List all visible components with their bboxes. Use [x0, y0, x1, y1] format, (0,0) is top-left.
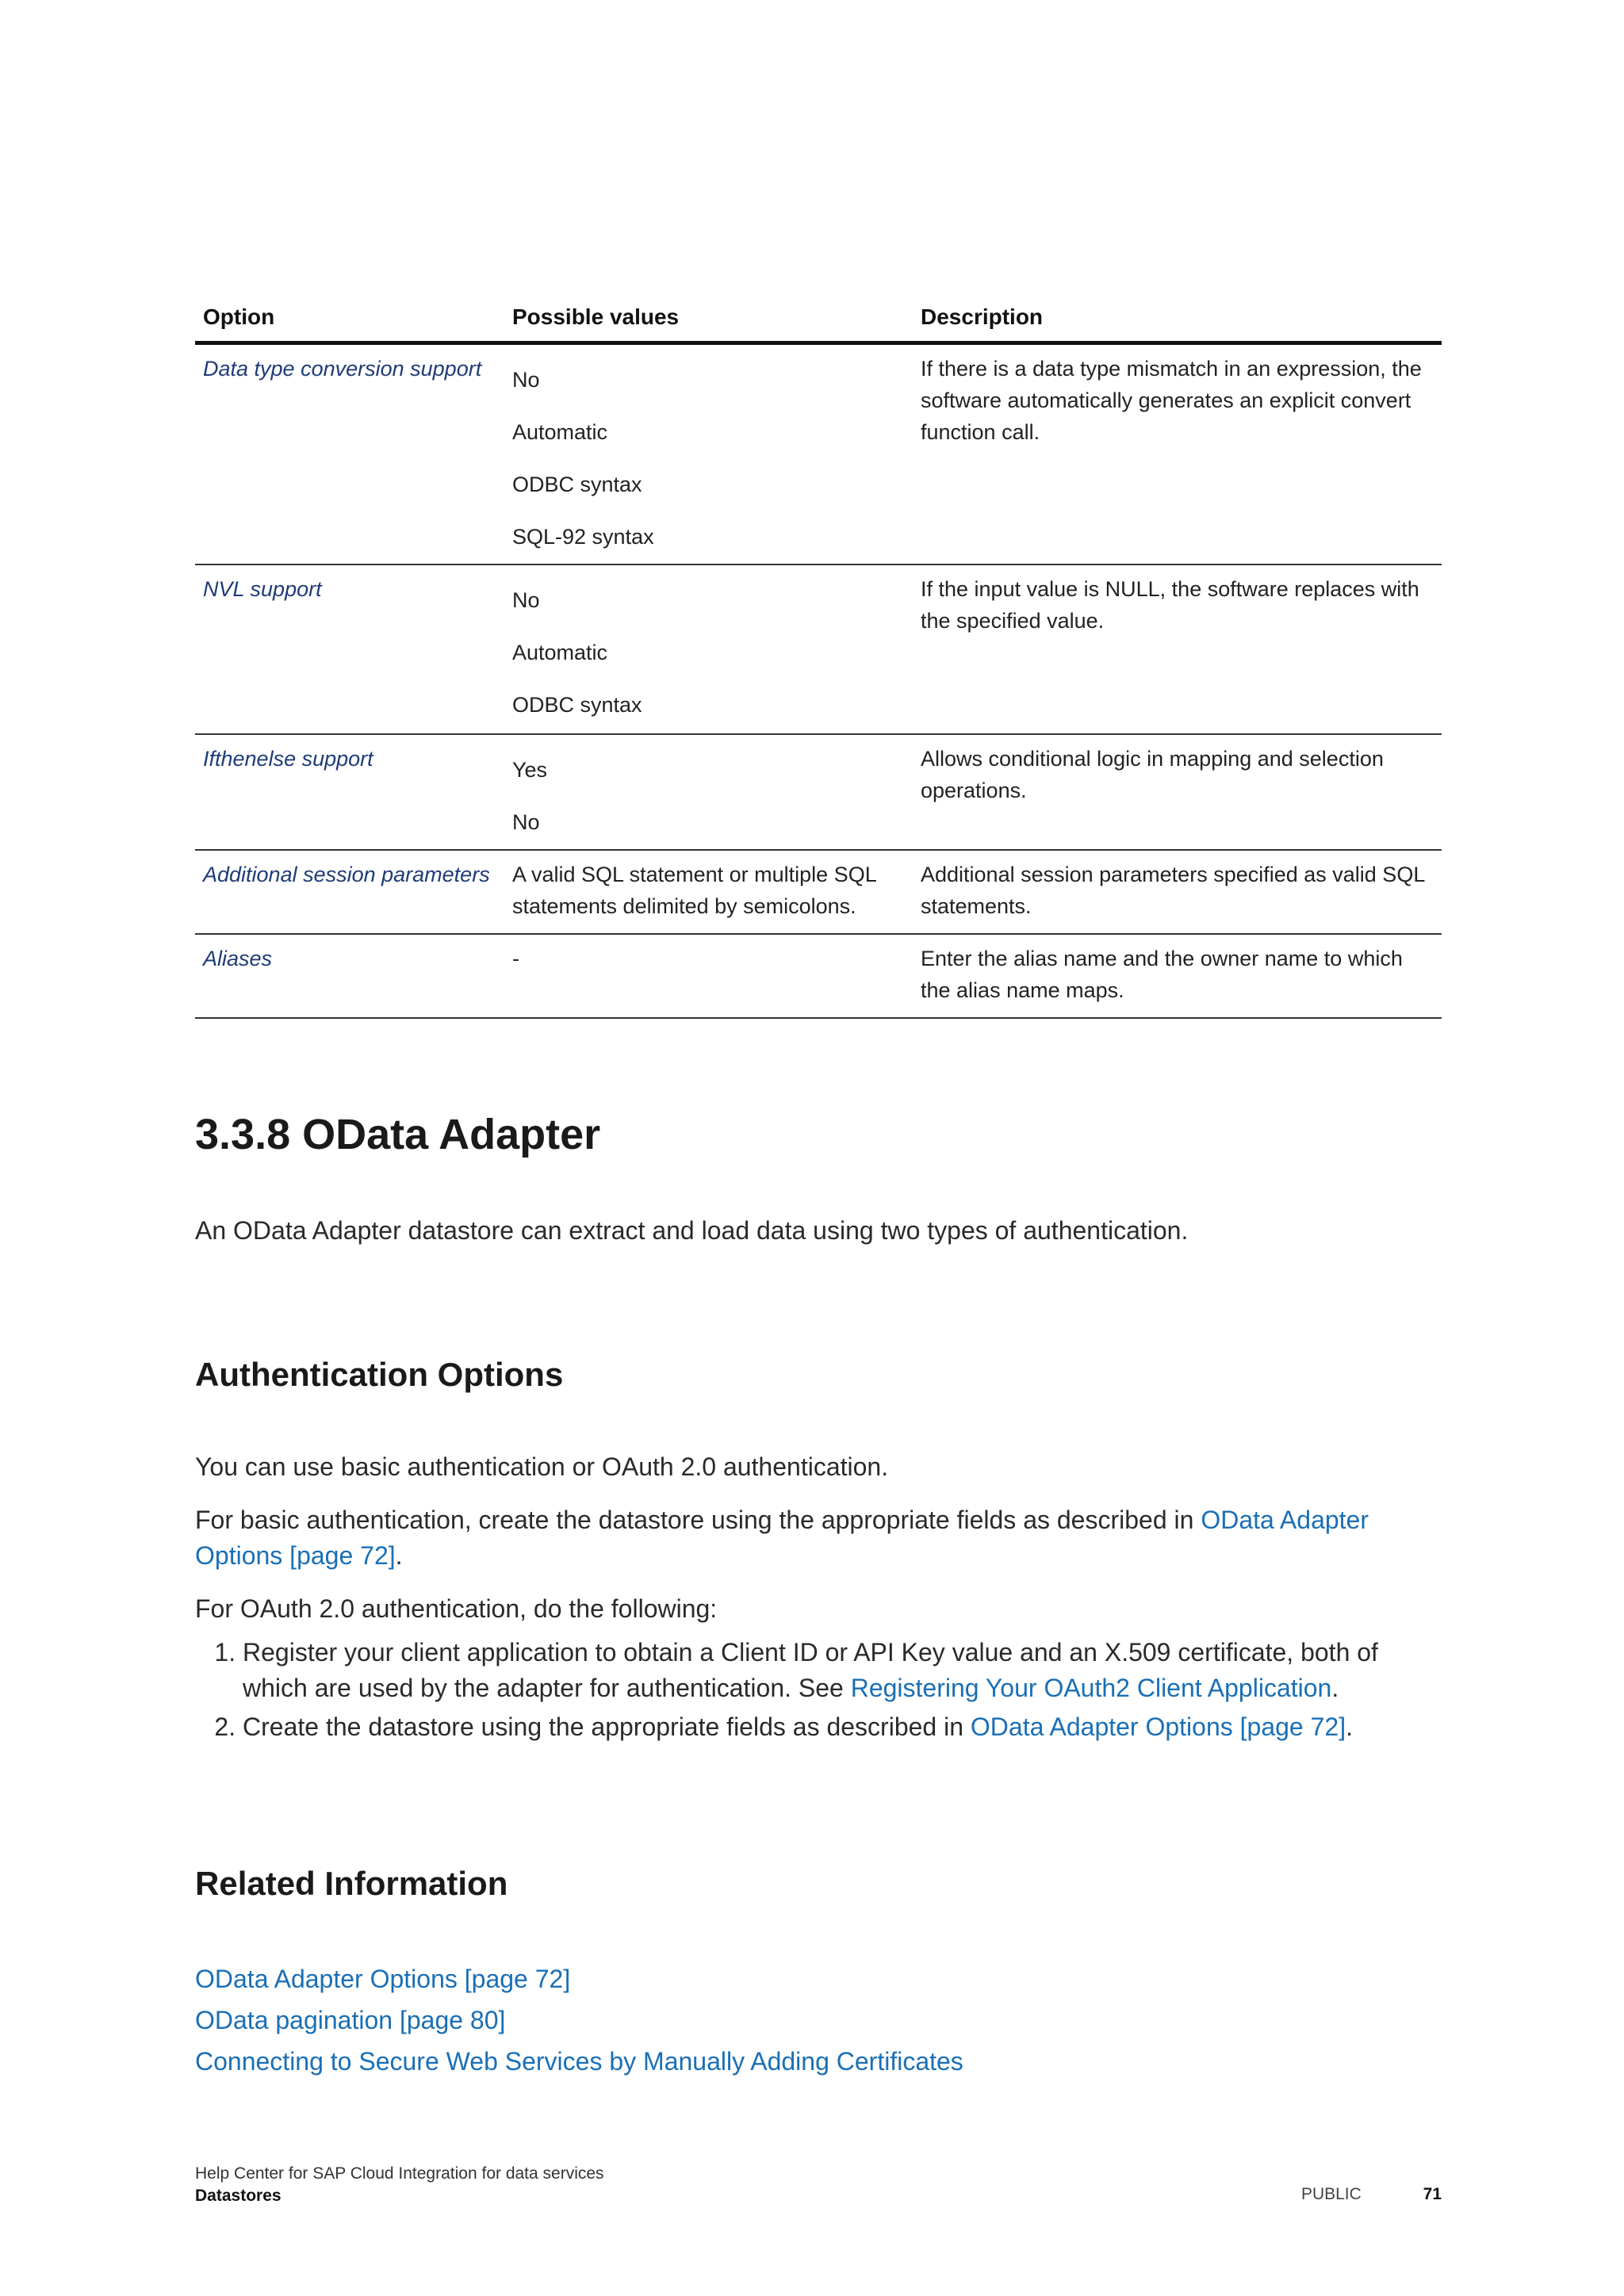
value-item: No — [512, 588, 540, 612]
description: Enter the alias name and the owner name to which the alias name maps. — [913, 934, 1442, 1018]
possible-values — [504, 850, 913, 934]
odata-adapter-options-link[interactable]: OData Adapter Options [page 72] — [195, 1506, 1369, 1570]
value-item: ODBC syntax — [512, 473, 642, 496]
list-item — [243, 1635, 1442, 1706]
odata-adapter-options-link[interactable]: OData Adapter Options [page 72] — [970, 1712, 1346, 1741]
possible-values — [504, 934, 913, 1018]
possible-values — [504, 564, 913, 734]
value-item: ODBC syntax — [512, 693, 642, 717]
paragraph-text: . — [395, 1541, 403, 1570]
step-text: Create the datastore using the appropriate fields as described in — [243, 1712, 971, 1741]
footer-section: Datastores — [195, 2187, 282, 2205]
related-link[interactable]: Connecting to Secure Web Services by Manually Adding Certificates — [195, 2047, 963, 2076]
auth-paragraph — [195, 1502, 1442, 1574]
section-title: 3.3.8 OData Adapter — [195, 1111, 601, 1158]
table-header-row — [195, 295, 1442, 343]
footer-doc-title: Help Center for SAP Cloud Integration for data services — [195, 2164, 604, 2183]
value-item: Automatic — [512, 641, 608, 664]
related-link[interactable]: OData pagination [page 80] — [195, 2006, 506, 2034]
auth-heading: Authentication Options — [195, 1356, 564, 1393]
list-item — [243, 1709, 1442, 1745]
value-item: Automatic — [512, 420, 608, 444]
auth-paragraph: You can use basic authentication or OAuth 2.0 authentication. — [195, 1452, 889, 1481]
option-link[interactable]: Additional session parameters — [195, 850, 504, 934]
value-item: - — [512, 947, 519, 970]
table-row — [195, 564, 1442, 734]
footer-classification: PUBLIC — [1300, 2185, 1362, 2203]
table-row — [195, 934, 1442, 1018]
description: Allows conditional logic in mapping and selection operations. — [913, 734, 1442, 850]
table-row — [195, 850, 1442, 934]
description: If there is a data type mismatch in an expression, the software automatically generates an explicit convert function call. — [913, 343, 1442, 565]
table-row — [195, 734, 1442, 850]
registering-oauth2-link[interactable]: Registering Your OAuth2 Client Application — [850, 1674, 1332, 1702]
value-item: No — [512, 368, 540, 392]
page-number: 71 — [1423, 2185, 1442, 2203]
header-option: Option — [195, 295, 504, 343]
value-item: A valid SQL statement or multiple SQL statements delimited by semicolons. — [512, 863, 876, 918]
related-heading: Related Information — [195, 1865, 508, 1902]
auth-paragraph: For OAuth 2.0 authentication, do the following: — [195, 1594, 718, 1623]
value-item: No — [512, 810, 540, 834]
steps-list — [195, 1635, 1442, 1745]
step-text: . — [1331, 1674, 1339, 1702]
related-links — [195, 1958, 963, 2082]
description: Additional session parameters specified as valid SQL statements. — [913, 850, 1442, 934]
footer-right — [1301, 2185, 1442, 2204]
step-text: Register your client application to obtain a Client ID or API Key value and an X.509 certificate, both of which are used by the adapter for authentication. See — [243, 1638, 1378, 1702]
option-link[interactable]: NVL support — [195, 564, 504, 734]
table-row — [195, 343, 1442, 565]
header-description: Description — [913, 295, 1442, 343]
related-link[interactable]: OData Adapter Options [page 72] — [195, 1965, 571, 1993]
description: If the input value is NULL, the software replaces with the specified value. — [913, 564, 1442, 734]
page-footer — [195, 2163, 1442, 2207]
header-possible-values: Possible values — [504, 295, 913, 343]
possible-values — [504, 343, 913, 565]
option-link[interactable]: Data type conversion support — [195, 343, 504, 565]
value-item: SQL-92 syntax — [512, 525, 654, 549]
value-item: Yes — [512, 758, 548, 782]
options-table — [195, 295, 1442, 1019]
option-link[interactable]: Aliases — [195, 934, 504, 1018]
possible-values — [504, 734, 913, 850]
section-intro: An OData Adapter datastore can extract and load data using two types of authentication. — [195, 1216, 1189, 1245]
paragraph-text: For basic authentication, create the datastore using the appropriate fields as described in — [195, 1506, 1201, 1534]
option-link[interactable]: Ifthenelse support — [195, 734, 504, 850]
step-text: . — [1346, 1712, 1353, 1741]
auth-body — [195, 1449, 1442, 1748]
